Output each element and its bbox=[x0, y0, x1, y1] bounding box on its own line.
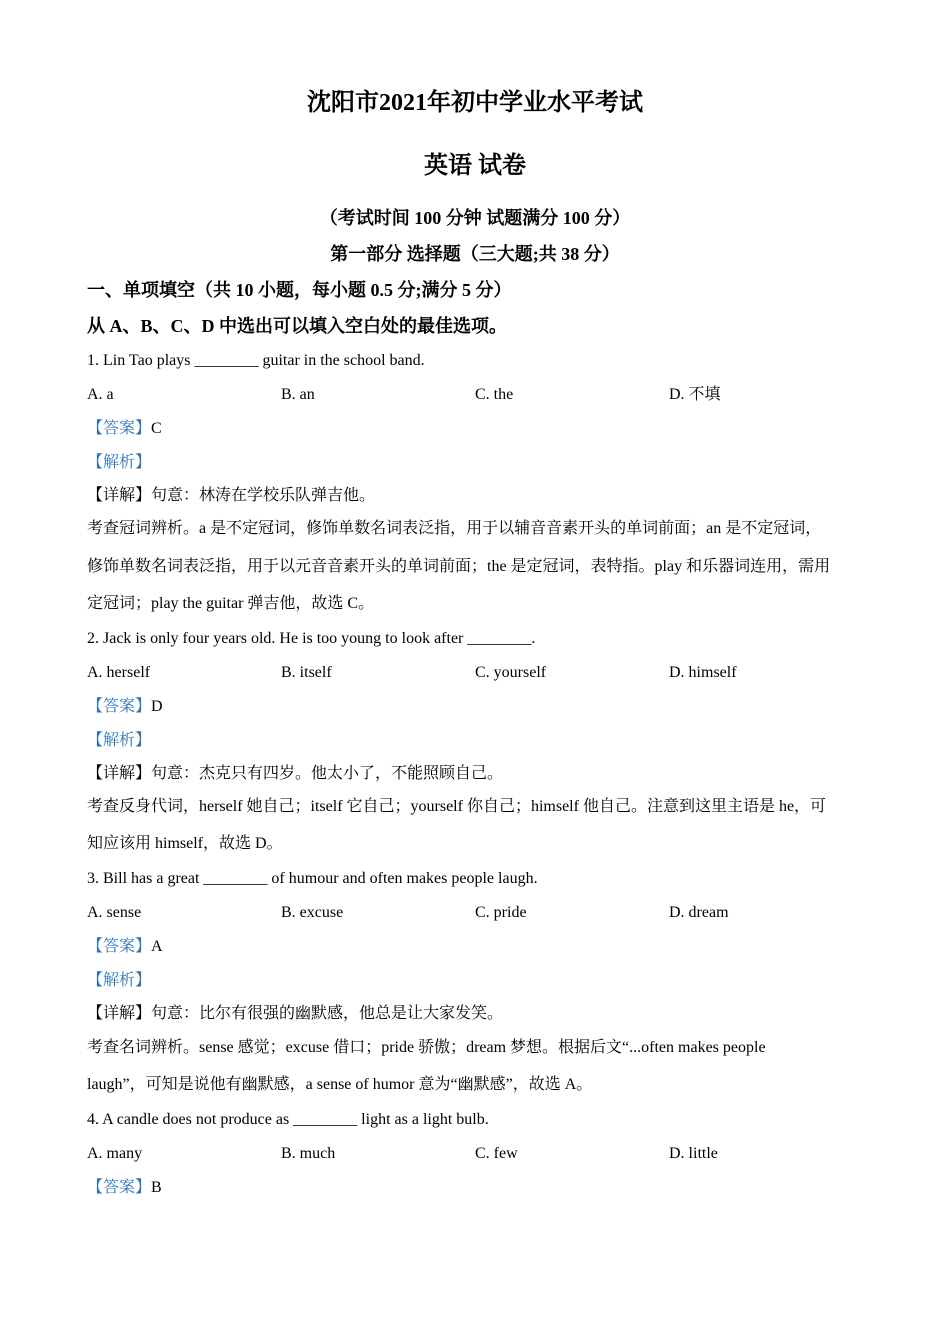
answer-value: B bbox=[151, 1179, 162, 1196]
option-a: A. many bbox=[87, 1145, 143, 1162]
detail-line: 【详解】句意：林涛在学校乐队弹吉他。 bbox=[87, 487, 376, 504]
detail-line: 考查名词辨析。sense 感觉；excuse 借口；pride 骄傲；dream 梦想。根据后文“...often makes people bbox=[87, 1039, 766, 1056]
detail-line: 考查冠词辨析。a 是不定冠词，修饰单数名词表泛指，用于以辅音音素开头的单词前面；an 是不定冠词， bbox=[87, 520, 822, 537]
answer-line bbox=[87, 937, 163, 957]
answer-label: 【答案】 bbox=[87, 698, 152, 715]
detail-line: 【详解】句意：比尔有很强的幽默感，他总是让大家发笑。 bbox=[87, 1005, 504, 1022]
detail-line: laugh”，可知是说他有幽默感，a sense of humor 意为“幽默感”，故选 A。 bbox=[87, 1076, 593, 1093]
detail-line: 修饰单数名词表泛指，用于以元音音素开头的单词前面；the 是定冠词，表特指。play 和乐器词连用，需用 bbox=[87, 558, 831, 575]
part-heading: 第一部分 选择题（三大题;共 38 分） bbox=[330, 244, 620, 264]
analysis-label: 【解析】 bbox=[87, 454, 152, 471]
section-heading: 一、单项填空（共 10 小题，每小题 0.5 分;满分 5 分） bbox=[87, 280, 512, 300]
detail-line: 考查反身代词，herself 她自己；itself 它自己；yourself 你自己；himself 他自己。注意到这里主语是 he，可 bbox=[87, 798, 827, 815]
detail-line: 定冠词；play the guitar 弹吉他，故选 C。 bbox=[87, 595, 375, 612]
option-d: D. little bbox=[669, 1145, 718, 1162]
answer-line bbox=[87, 697, 163, 717]
detail-line: 【详解】句意：杰克只有四岁。他太小了，不能照顾自己。 bbox=[87, 765, 504, 782]
option-b: B. much bbox=[281, 1145, 336, 1162]
answer-label: 【答案】 bbox=[87, 938, 152, 955]
option-b: B. an bbox=[281, 386, 315, 403]
option-a: A. a bbox=[87, 386, 114, 403]
answer-value: A bbox=[151, 938, 163, 955]
question-stem: 2. Jack is only four years old. He is too young to look after ________. bbox=[87, 630, 536, 647]
analysis-label: 【解析】 bbox=[87, 972, 152, 989]
option-a: A. herself bbox=[87, 664, 151, 681]
analysis-label: 【解析】 bbox=[87, 732, 152, 749]
option-d: D. dream bbox=[669, 904, 729, 921]
question-stem: 3. Bill has a great ________ of humour and often makes people laugh. bbox=[87, 870, 538, 887]
option-b: B. itself bbox=[281, 664, 332, 681]
detail-line: 知应该用 himself，故选 D。 bbox=[87, 835, 283, 852]
option-c: C. the bbox=[475, 386, 514, 403]
section-instruction: 从 A、B、C、D 中选出可以填入空白处的最佳选项。 bbox=[87, 316, 508, 336]
answer-label: 【答案】 bbox=[87, 1179, 152, 1196]
answer-line bbox=[87, 1178, 162, 1198]
question-stem: 1. Lin Tao plays ________ guitar in the school band. bbox=[87, 352, 425, 369]
answer-value: D bbox=[151, 698, 163, 715]
option-d: D. himself bbox=[669, 664, 737, 681]
option-b: B. excuse bbox=[281, 904, 344, 921]
option-a: A. sense bbox=[87, 904, 142, 921]
answer-label: 【答案】 bbox=[87, 420, 152, 437]
answer-line bbox=[87, 419, 162, 439]
answer-value: C bbox=[151, 420, 162, 437]
option-c: C. few bbox=[475, 1145, 518, 1162]
exam-subject: 英语 试卷 bbox=[424, 153, 526, 179]
option-c: C. pride bbox=[475, 904, 527, 921]
question-stem: 4. A candle does not produce as ________ light as a light bulb. bbox=[87, 1111, 489, 1128]
option-c: C. yourself bbox=[475, 664, 547, 681]
exam-title: 沈阳市2021年初中学业水平考试 bbox=[307, 90, 643, 116]
option-d: D. 不填 bbox=[669, 386, 721, 403]
exam-info: （考试时间 100 分钟 试题满分 100 分） bbox=[319, 208, 631, 228]
